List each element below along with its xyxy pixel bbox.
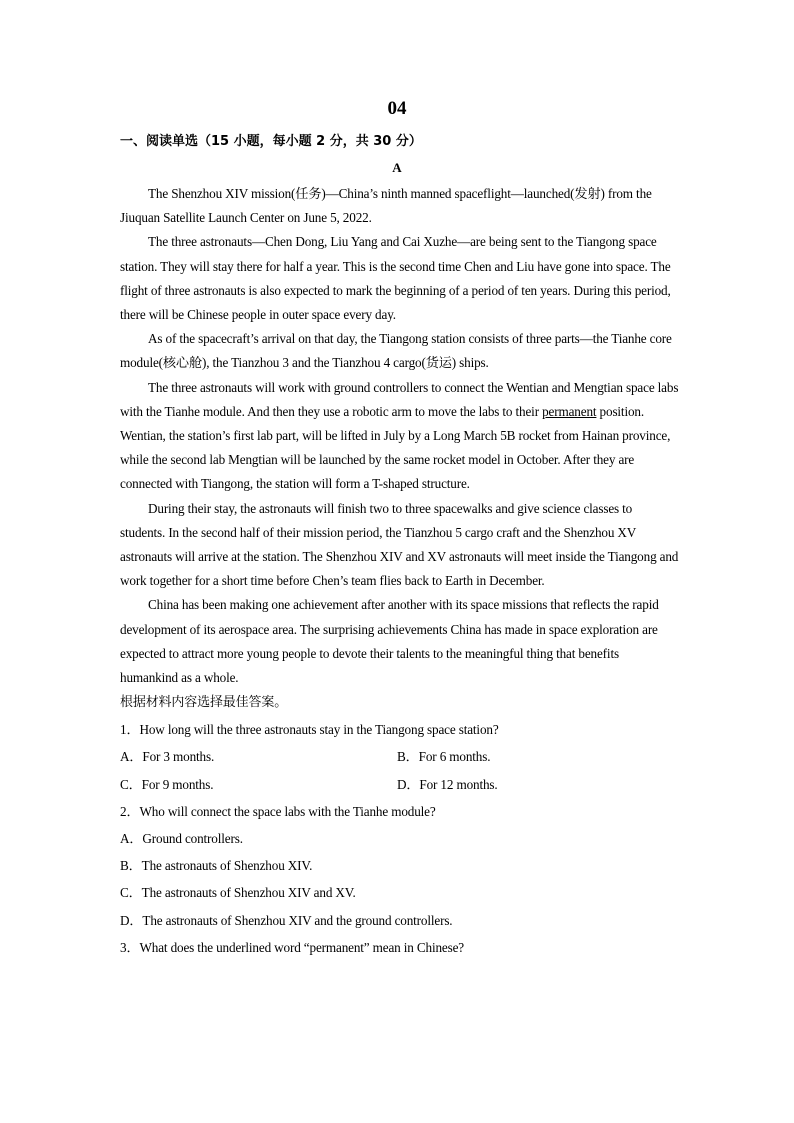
- question-1-options-row-1: [120, 743, 680, 770]
- section-heading: 一、阅读单选（15 小题，每小题 2 分，共 30 分）: [120, 134, 422, 149]
- paragraph-5: During their stay, the astronauts will finish two to three spacewalks and give science classes to students. In the second half of their mission period, the Tianzhou 5 cargo craft and the Shenzhou XV astronauts will arrive at the station. The Shenzhou XIV and XV astronauts will meet inside the Tiangong and work together for a short time before Chen’s team flies back to Earth in December.: [120, 500, 679, 589]
- question-2-option-a[interactable]: A．Ground controllers.: [120, 831, 243, 847]
- paragraph-6: China has been making one achievement after another with its space missions that reflects the rapid development of its aerospace area. The surprising achievements China has made in space exploration are expected to attract more young people to devote their talents to the meaningful thing that benefits humankind as a whole.: [120, 597, 659, 686]
- question-2-option-c[interactable]: C．The astronauts of Shenzhou XIV and XV.: [120, 885, 356, 901]
- passage-letter: A: [392, 160, 402, 175]
- question-1-stem: 1．How long will the three astronauts stay in the Tiangong space station?: [120, 722, 499, 738]
- paragraph-4-after: position. Wentian, the station’s first lab part, will be lifted in July by a Long March 5B rocket from Hainan province, while the second lab Mengtian will be launched by the same rocket model in October. After they are connected with Tiangong, the station will form a T-shaped structure.: [120, 403, 671, 492]
- question-1-options-row-2: [120, 771, 680, 798]
- instruction: 根据材料内容选择最佳答案。: [120, 695, 288, 711]
- question-1-option-d[interactable]: D．For 12 months.: [397, 776, 498, 792]
- question-2-option-b[interactable]: B．The astronauts of Shenzhou XIV.: [120, 858, 313, 874]
- page-title: 04: [387, 98, 407, 119]
- underlined-word: permanent: [542, 403, 597, 419]
- paragraph-4-before: The three astronauts will work with ground controllers to connect the Wentian and Mengtian space labs with the Tianhe module. And then they use a robotic arm to move the labs to their: [120, 379, 679, 419]
- question-1-option-a[interactable]: A．For 3 months.: [120, 749, 215, 765]
- paragraph-2: The three astronauts—Chen Dong, Liu Yang and Cai Xuzhe—are being sent to the Tiangong space station. They will stay there for half a year. This is the second time Chen and Liu have gone into space. The flight of three astronauts is also expected to mark the beginning of a period of ten years. During this period, there will be Chinese people in outer space every day.: [120, 234, 671, 323]
- paragraph-3: As of the spacecraft’s arrival on that day, the Tiangong station consists of three parts—the Tianhe core module(核心舱), the Tianzhou 3 and the Tianzhou 4 cargo(货运) ships.: [120, 331, 672, 371]
- question-2-option-d[interactable]: D．The astronauts of Shenzhou XIV and the ground controllers.: [120, 912, 453, 928]
- question-1-option-c[interactable]: C．For 9 months.: [120, 776, 214, 792]
- question-2-stem: 2．Who will connect the space labs with the Tianhe module?: [120, 803, 436, 819]
- paragraph-4: [120, 376, 680, 497]
- paragraph-1: The Shenzhou XIV mission(任务)—China’s ninth manned spaceflight—launched(发射) from the Jiuquan Satellite Launch Center on June 5, 2022.: [120, 186, 652, 226]
- question-3-stem: 3．What does the underlined word “permanent” mean in Chinese?: [120, 939, 465, 955]
- passage-body: [120, 182, 680, 961]
- question-1-option-b[interactable]: B．For 6 months.: [397, 749, 491, 765]
